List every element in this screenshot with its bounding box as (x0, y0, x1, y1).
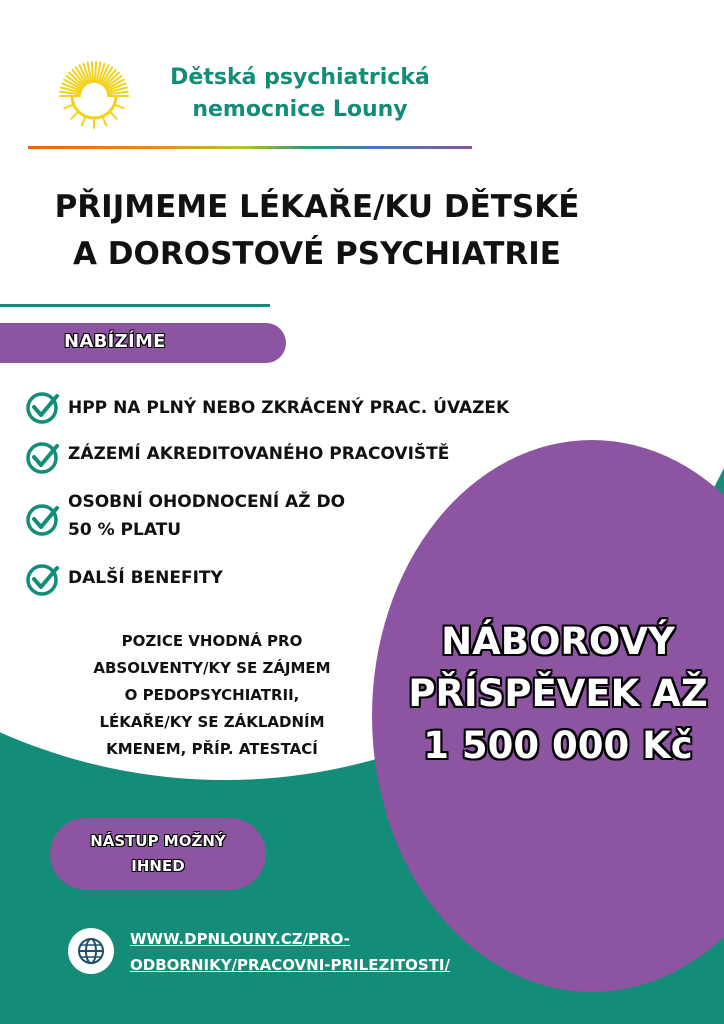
check-circle-icon (24, 390, 60, 426)
hospital-name (150, 62, 450, 126)
note-line: ABSOLVENTY/KY SE ZÁJMEM (93, 659, 331, 677)
start-line2: IHNED (131, 857, 185, 875)
check-circle-icon (24, 562, 60, 598)
teal-divider (0, 304, 270, 307)
globe-icon (77, 937, 105, 965)
careers-link-line1[interactable]: WWW.DPNLOUNY.CZ/PRO- (130, 930, 350, 948)
recruitment-bonus (388, 616, 724, 772)
page-title (20, 184, 614, 278)
benefit-text: OSOBNÍ OHODNOCENÍ AŽ DO (68, 492, 346, 512)
bonus-line1: NÁBOROVÝ (441, 620, 675, 663)
hospital-name-line1: Dětská psychiatrická (170, 65, 430, 90)
start-line1: NÁSTUP MOŽNÝ (90, 832, 226, 850)
bonus-amount: 1 500 000 Kč (423, 724, 693, 767)
careers-link-line2[interactable]: ODBORNIKY/PRACOVNI-PRILEZITOSTI/ (130, 956, 450, 974)
start-badge (50, 818, 266, 890)
page-title-line1: PŘIJMEME LÉKAŘE/KU DĚTSKÉ (54, 189, 580, 225)
bonus-line2: PŘÍSPĚVEK AŽ (408, 672, 708, 715)
offer-label: NABÍZÍME (64, 331, 166, 352)
hospital-name-line2: nemocnice Louny (192, 97, 408, 122)
careers-link[interactable] (130, 926, 450, 978)
rainbow-divider (28, 146, 472, 149)
offer-label-pill (0, 323, 286, 363)
globe-badge (68, 928, 114, 974)
note-line: O PEDOPSYCHIATRII, (124, 686, 300, 704)
note-line: KMENEM, PŘÍP. ATESTACÍ (106, 740, 318, 758)
check-circle-icon (24, 440, 60, 476)
benefit-text: ZÁZEMÍ AKREDITOVANÉHO PRACOVIŠTĚ (68, 444, 450, 464)
benefit-text: 50 % PLATU (68, 520, 182, 540)
sun-logo-icon (56, 56, 132, 132)
page-title-line2: A DOROSTOVÉ PSYCHIATRIE (73, 236, 561, 272)
note-line: POZICE VHODNÁ PRO (121, 632, 303, 650)
position-note (62, 628, 362, 763)
check-circle-icon (24, 502, 60, 538)
benefit-text: DALŠÍ BENEFITY (68, 568, 223, 588)
benefit-text: HPP NA PLNÝ NEBO ZKRÁCENÝ PRAC. ÚVAZEK (68, 398, 510, 418)
note-line: LÉKAŘE/KY SE ZÁKLADNÍM (99, 713, 325, 731)
